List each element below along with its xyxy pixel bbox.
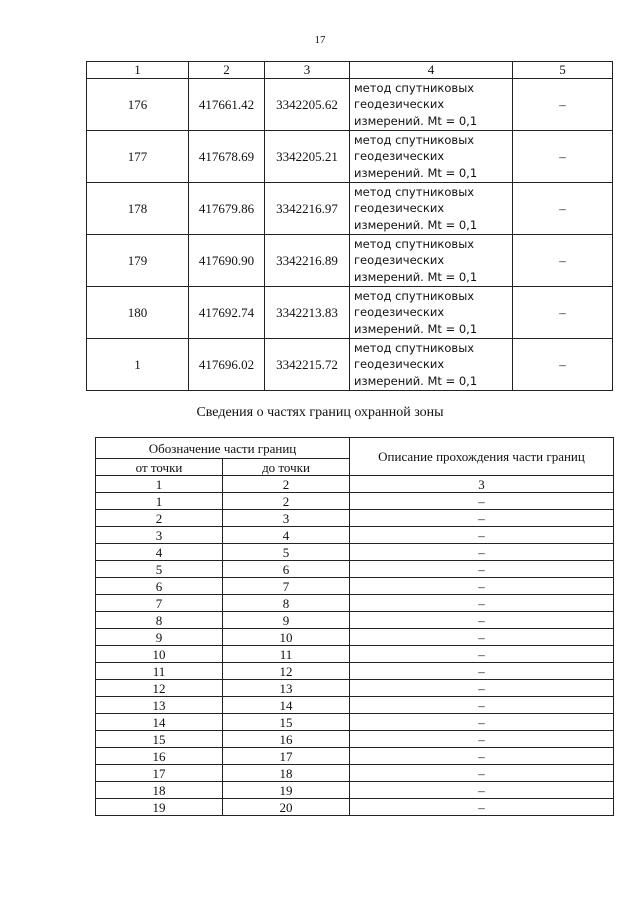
- to-point-cell: 16: [223, 731, 350, 748]
- table-row: [87, 235, 613, 287]
- note-cell: –: [513, 131, 613, 183]
- table-row: [96, 612, 614, 629]
- table-row: [96, 493, 614, 510]
- to-point-cell: 11: [223, 646, 350, 663]
- point-number-cell: 1: [87, 339, 189, 391]
- from-point-cell: 1: [96, 493, 223, 510]
- description-cell: –: [350, 629, 614, 646]
- method-line: метод спутниковых: [354, 288, 475, 303]
- method-line: геодезических: [354, 253, 445, 268]
- to-point-cell: 13: [223, 680, 350, 697]
- note-cell: –: [513, 287, 613, 339]
- description-cell: –: [350, 561, 614, 578]
- to-point-cell: 19: [223, 782, 350, 799]
- to-point-cell: 9: [223, 612, 350, 629]
- description-cell: –: [350, 595, 614, 612]
- x-coordinate-cell: 417690.90: [189, 235, 265, 287]
- method-line: измерений. Mt = 0,1: [354, 113, 478, 128]
- from-point-cell: 9: [96, 629, 223, 646]
- table-row: [87, 79, 613, 131]
- section-title: Сведения о частях границ охранной зоны: [196, 405, 444, 420]
- from-point-cell: 13: [96, 697, 223, 714]
- point-number-cell: 178: [87, 183, 189, 235]
- description-cell: –: [350, 714, 614, 731]
- table-row: [96, 561, 614, 578]
- to-point-cell: 17: [223, 748, 350, 765]
- from-point-cell: 6: [96, 578, 223, 595]
- table-row: [87, 183, 613, 235]
- method-cell: [350, 235, 513, 287]
- column-number-3: 3: [265, 62, 350, 79]
- method-line: метод спутниковых: [354, 184, 475, 199]
- description-cell: –: [350, 612, 614, 629]
- column-number-4: 4: [350, 62, 513, 79]
- method-line: метод спутниковых: [354, 236, 475, 251]
- y-coordinate-cell: 3342216.89: [265, 235, 350, 287]
- table-row: [96, 748, 614, 765]
- description-cell: –: [350, 646, 614, 663]
- from-point-cell: 12: [96, 680, 223, 697]
- point-number-cell: 176: [87, 79, 189, 131]
- x-coordinate-cell: 417678.69: [189, 131, 265, 183]
- method-line: измерений. Mt = 0,1: [354, 321, 478, 336]
- x-coordinate-cell: 417696.02: [189, 339, 265, 391]
- description-cell: –: [350, 493, 614, 510]
- method-line: геодезических: [354, 305, 445, 320]
- to-point-cell: 6: [223, 561, 350, 578]
- to-point-cell: 20: [223, 799, 350, 816]
- point-number-cell: 179: [87, 235, 189, 287]
- table-row: [96, 595, 614, 612]
- method-line: измерений. Mt = 0,1: [354, 373, 478, 388]
- y-coordinate-cell: 3342213.83: [265, 287, 350, 339]
- table-row: [96, 544, 614, 561]
- x-coordinate-cell: 417692.74: [189, 287, 265, 339]
- table-row: [96, 510, 614, 527]
- note-cell: –: [513, 339, 613, 391]
- parts-header-row: [96, 438, 614, 459]
- table-row: [96, 646, 614, 663]
- method-line: геодезических: [354, 357, 445, 372]
- table-row: [96, 697, 614, 714]
- column-number-2: 2: [189, 62, 265, 79]
- point-number-cell: 177: [87, 131, 189, 183]
- x-coordinate-cell: 417661.42: [189, 79, 265, 131]
- from-point-cell: 4: [96, 544, 223, 561]
- boundary-parts-table: [95, 437, 614, 816]
- table-row: [96, 731, 614, 748]
- method-line: измерений. Mt = 0,1: [354, 217, 478, 232]
- from-point-cell: 18: [96, 782, 223, 799]
- to-point-cell: 8: [223, 595, 350, 612]
- method-line: измерений. Mt = 0,1: [354, 165, 478, 180]
- to-point-cell: 4: [223, 527, 350, 544]
- description-cell: –: [350, 510, 614, 527]
- from-point-cell: 11: [96, 663, 223, 680]
- y-coordinate-cell: 3342205.62: [265, 79, 350, 131]
- point-number-cell: 180: [87, 287, 189, 339]
- method-line: геодезических: [354, 149, 445, 164]
- from-point-cell: 2: [96, 510, 223, 527]
- description-cell: –: [350, 765, 614, 782]
- method-line: метод спутниковых: [354, 132, 475, 147]
- from-point-cell: 16: [96, 748, 223, 765]
- table-row: [87, 339, 613, 391]
- description-cell: –: [350, 799, 614, 816]
- method-line: геодезических: [354, 97, 445, 112]
- to-point-cell: 2: [223, 493, 350, 510]
- index-cell: 3: [350, 476, 614, 493]
- to-point-cell: 10: [223, 629, 350, 646]
- description-cell: –: [350, 782, 614, 799]
- from-point-cell: 10: [96, 646, 223, 663]
- from-point-cell: 19: [96, 799, 223, 816]
- description-cell: –: [350, 544, 614, 561]
- from-point-cell: 8: [96, 612, 223, 629]
- index-cell: 1: [96, 476, 223, 493]
- x-coordinate-cell: 417679.86: [189, 183, 265, 235]
- header-boundary-description: Описание прохождения части границ: [350, 438, 614, 476]
- from-point-cell: 14: [96, 714, 223, 731]
- table-row: [96, 629, 614, 646]
- to-point-cell: 15: [223, 714, 350, 731]
- page-number: 17: [314, 34, 326, 46]
- table-row: [96, 680, 614, 697]
- to-point-cell: 12: [223, 663, 350, 680]
- y-coordinate-cell: 3342215.72: [265, 339, 350, 391]
- table-row: [96, 799, 614, 816]
- method-cell: [350, 131, 513, 183]
- method-line: метод спутниковых: [354, 80, 475, 95]
- description-cell: –: [350, 680, 614, 697]
- method-line: измерений. Mt = 0,1: [354, 269, 478, 284]
- y-coordinate-cell: 3342216.97: [265, 183, 350, 235]
- table-row: [96, 527, 614, 544]
- description-cell: –: [350, 578, 614, 595]
- from-point-cell: 5: [96, 561, 223, 578]
- column-number-1: 1: [87, 62, 189, 79]
- coordinates-header-row: [87, 62, 613, 79]
- note-cell: –: [513, 235, 613, 287]
- note-cell: –: [513, 79, 613, 131]
- table-row: [96, 663, 614, 680]
- header-boundary-designation: Обозначение части границ: [96, 438, 350, 459]
- to-point-cell: 5: [223, 544, 350, 561]
- y-coordinate-cell: 3342205.21: [265, 131, 350, 183]
- description-cell: –: [350, 748, 614, 765]
- parts-index-row: [96, 476, 614, 493]
- to-point-cell: 18: [223, 765, 350, 782]
- method-cell: [350, 183, 513, 235]
- description-cell: –: [350, 527, 614, 544]
- table-row: [87, 131, 613, 183]
- coordinates-table: [86, 61, 613, 391]
- to-point-cell: 7: [223, 578, 350, 595]
- from-point-cell: 17: [96, 765, 223, 782]
- from-point-cell: 15: [96, 731, 223, 748]
- description-cell: –: [350, 663, 614, 680]
- header-from-point: от точки: [96, 459, 223, 476]
- description-cell: –: [350, 697, 614, 714]
- table-row: [96, 765, 614, 782]
- table-row: [87, 287, 613, 339]
- column-number-5: 5: [513, 62, 613, 79]
- method-line: геодезических: [354, 201, 445, 216]
- index-cell: 2: [223, 476, 350, 493]
- from-point-cell: 3: [96, 527, 223, 544]
- to-point-cell: 3: [223, 510, 350, 527]
- table-row: [96, 782, 614, 799]
- method-cell: [350, 79, 513, 131]
- method-cell: [350, 339, 513, 391]
- table-row: [96, 714, 614, 731]
- to-point-cell: 14: [223, 697, 350, 714]
- note-cell: –: [513, 183, 613, 235]
- from-point-cell: 7: [96, 595, 223, 612]
- header-to-point: до точки: [223, 459, 350, 476]
- description-cell: –: [350, 731, 614, 748]
- method-line: метод спутниковых: [354, 340, 475, 355]
- table-row: [96, 578, 614, 595]
- method-cell: [350, 287, 513, 339]
